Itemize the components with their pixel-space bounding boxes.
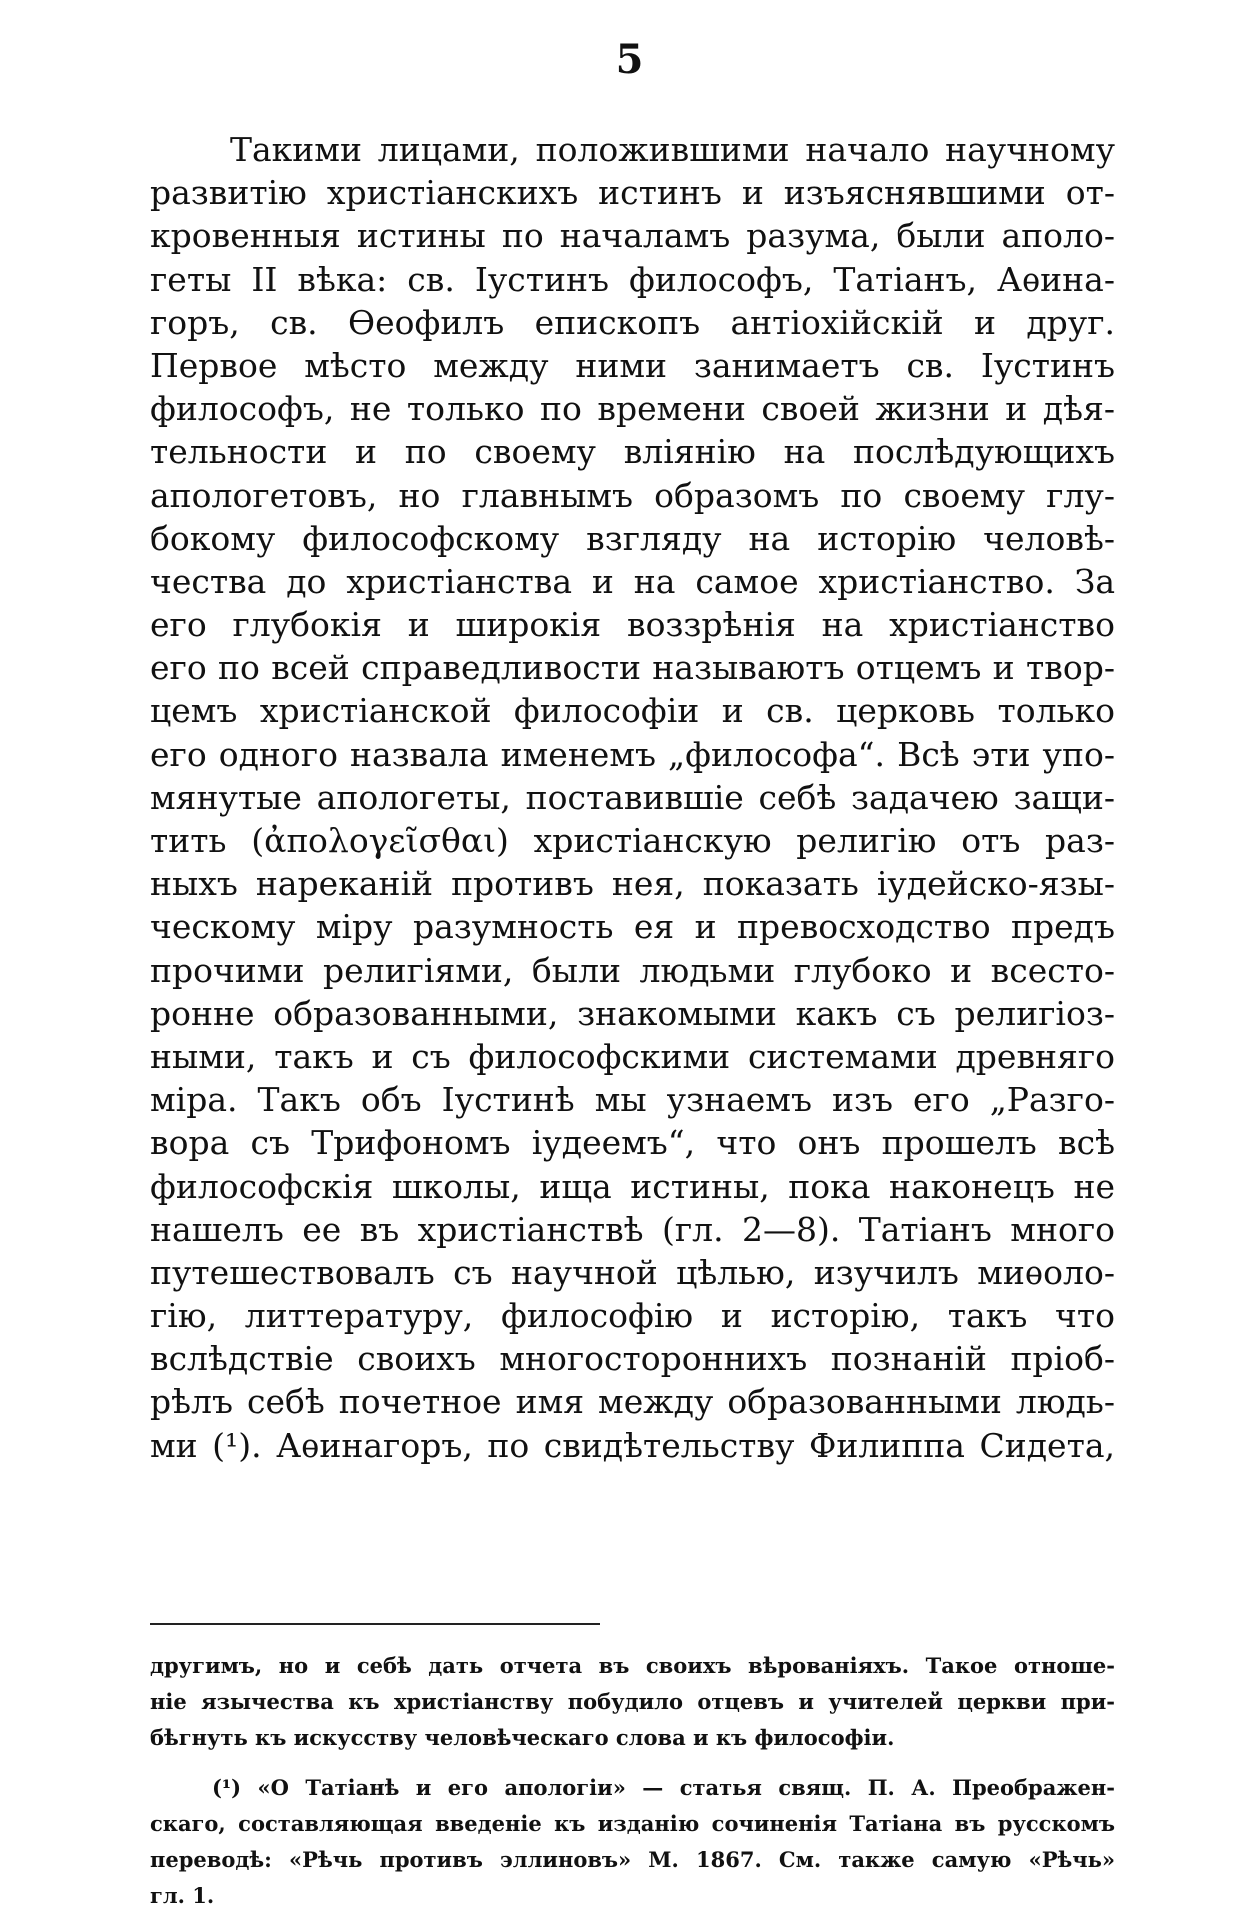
text-line: апологетовъ, но главнымъ образомъ по своему глу- [150,475,1115,515]
text-line: геты II вѣка: св. Іустинъ философъ, Татіанъ, Аѳина- [150,259,1115,299]
text-line: бокому философскому взгляду на исторію человѣ- [150,518,1115,558]
footnote-1-line: (¹) «О Татіанѣ и его апологіи» — статья свящ. П. А. Преображен- [212,1775,1115,1800]
footnote-gap [150,1756,1115,1770]
text-line: ныхъ нареканій противъ нея, показать іудейско-язы- [150,864,1115,904]
text-line: гію, литтературу, философію и исторію, такъ что [150,1296,1115,1336]
text-line: философскія школы, ища истины, пока наконецъ не [150,1166,1115,1206]
footnote-continuation-line: бѣгнуть къ искусству человѣческаго слова и къ философіи. [150,1725,895,1750]
footnote-1-line: переводѣ: «Рѣчь противъ эллиновъ» М. 1867. См. также самую «Рѣчь» [150,1847,1115,1872]
text-line: прочими религіями, были людьми глубоко и всесто- [150,950,1115,990]
text-line: ронне образованными, знакомыми какъ съ религіоз- [150,993,1115,1033]
text-line: путешествовалъ съ научной цѣлью, изучилъ миѳоло- [150,1252,1115,1292]
text-line: ми (¹). Аѳинагоръ, по свидѣтельству Филиппа Сидета, [150,1425,1115,1465]
text-line: Такими лицами, положившими начало научному [230,130,1115,169]
text-line: чества до христіанства и на самое христіанство. За [150,561,1115,601]
text-line: развитію христіанскихъ истинъ и изъяснявшими от- [150,173,1115,213]
main-text [150,128,1115,1467]
text-line: цемъ христіанской философіи и св. церковь только [150,691,1115,731]
text-line: тить (ἀπολογεῖσθαι) христіанскую религію отъ раз- [150,821,1115,860]
text-line: его по всей справедливости называютъ отцемъ и твор- [150,648,1115,688]
text-line: рѣлъ себѣ почетное имя между образованными людь- [150,1382,1115,1422]
text-line: его глубокія и широкія воззрѣнія на христіанство [150,605,1115,645]
text-line: міра. Такъ объ Іустинѣ мы узнаемъ изъ его „Разго- [150,1080,1115,1120]
text-line: ными, такъ и съ философскими системами древняго [150,1036,1115,1076]
text-line: ческому міру разумность ея и превосходство предъ [150,907,1115,947]
text-line: вслѣдствіе своихъ многостороннихъ познаній пріоб- [150,1339,1115,1379]
text-line: мянутые апологеты, поставившіе себѣ задачею защи- [150,777,1115,817]
footnote-1-line: гл. 1. [150,1883,215,1908]
footnotes [150,1648,1115,1914]
footnote-1-line: скаго, составляющая введеніе къ изданію сочиненія Татіана въ русскомъ [150,1811,1115,1836]
text-line: Первое мѣсто между ними занимаетъ св. Іустинъ [150,345,1115,385]
text-line: вора съ Трифономъ іудеемъ“, что онъ прошелъ всѣ [150,1123,1115,1163]
footnote-continuation-line: другимъ, но и себѣ дать отчета въ своихъ вѣрованіяхъ. Такое отноше- [150,1653,1115,1678]
text-line: тельности и по своему вліянію на послѣдующихъ [150,432,1115,472]
footnote-divider [150,1623,600,1625]
text-line: философъ, не только по времени своей жизни и дѣя- [150,389,1115,429]
text-line: нашелъ ее въ христіанствѣ (гл. 2—8). Татіанъ много [150,1209,1115,1249]
page-number: 5 [615,36,644,83]
text-line: его одного назвала именемъ „философа“. Всѣ эти упо- [150,734,1115,774]
text-line: горъ, св. Ѳеофилъ епископъ антіохійскій и друг. [150,302,1115,342]
footnote-continuation-line: ніе язычества къ христіанству побудило отцевъ и учителей церкви при- [150,1689,1115,1714]
text-line: кровенныя истины по началамъ разума, были аполо- [150,216,1115,256]
